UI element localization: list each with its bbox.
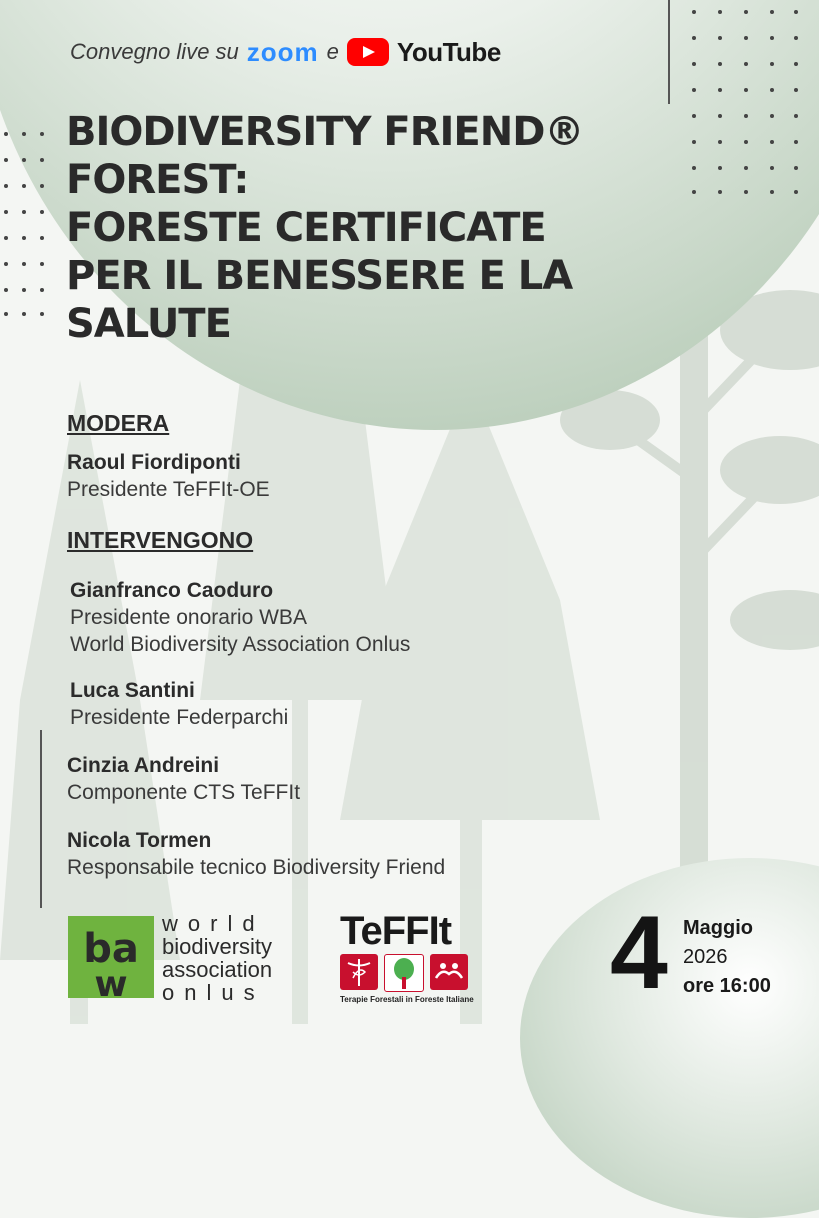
- divider-top-right: [668, 0, 670, 104]
- divider-left: [40, 730, 42, 908]
- youtube-logo: YouTube: [396, 36, 501, 67]
- header-prefix: Convegno live su: [70, 39, 239, 64]
- speaker-name: Luca Santini: [70, 679, 195, 702]
- moderator: [67, 449, 270, 503]
- wba-logo-mark: [68, 916, 154, 998]
- title-line: BIODIVERSITY FRIEND®: [66, 109, 584, 155]
- dot-grid-left: [2, 130, 48, 320]
- wba-logo-text: [162, 912, 272, 1004]
- speaker: [67, 752, 300, 806]
- title-line: FOREST:: [66, 157, 249, 203]
- tefft-subtitle: Terapie Forestali in Foreste Italiane: [340, 995, 474, 1004]
- dot-grid-top-right: [690, 8, 800, 198]
- speaker: [67, 827, 445, 881]
- tefft-word: TeFFIt: [340, 909, 452, 953]
- svg-text:w: w: [94, 964, 128, 998]
- speaker-name: Gianfranco Caoduro: [70, 579, 274, 602]
- live-header: [70, 36, 501, 68]
- header-conj: e: [326, 39, 339, 64]
- speaker-role: Responsabile tecnico Biodiversity Friend: [67, 856, 446, 879]
- speaker-role: World Biodiversity Association Onlus: [70, 633, 411, 656]
- caduceus-icon: [340, 954, 378, 990]
- youtube-play-icon: [347, 38, 389, 66]
- speaker-name: Cinzia Andreini: [67, 754, 220, 777]
- speaker: [70, 677, 288, 731]
- tree-icon: [384, 954, 424, 992]
- speaker-name: Nicola Tormen: [67, 829, 212, 852]
- zoom-logo: zoom: [246, 36, 319, 67]
- speaker-role: Presidente Federparchi: [70, 706, 289, 729]
- speaker-role: Presidente onorario WBA: [70, 606, 307, 629]
- tefft-icons: [340, 954, 470, 992]
- event-day: 4: [610, 895, 668, 1011]
- title-line: SALUTE: [66, 301, 231, 347]
- event-month: Maggio: [683, 917, 753, 939]
- speaker-role: Componente CTS TeFFIt: [67, 781, 301, 804]
- moderator-role: Presidente TeFFIt-OE: [67, 478, 270, 501]
- title-line: FORESTE CERTIFICATE: [66, 205, 546, 251]
- event-time: ore 16:00: [683, 975, 771, 997]
- hands-icon: [430, 954, 468, 990]
- event-date: [683, 914, 771, 1001]
- title-line: PER IL BENESSERE E LA: [66, 253, 573, 299]
- event-year: 2026: [683, 946, 728, 968]
- speaker: [70, 577, 410, 658]
- wba-line: biodiversity: [162, 934, 273, 959]
- modera-heading: MODERA: [67, 410, 170, 436]
- intervengono-heading: INTERVENGONO: [67, 527, 254, 553]
- tefft-logo: [340, 909, 474, 1004]
- wba-line: world: [162, 911, 265, 936]
- wba-line: association: [162, 957, 273, 982]
- moderator-name: Raoul Fiordiponti: [67, 451, 241, 474]
- svg-text:ba: ba: [83, 926, 139, 972]
- wba-line: onlus: [162, 980, 265, 1005]
- event-title: [66, 108, 626, 348]
- wba-owl-icon: [68, 916, 154, 998]
